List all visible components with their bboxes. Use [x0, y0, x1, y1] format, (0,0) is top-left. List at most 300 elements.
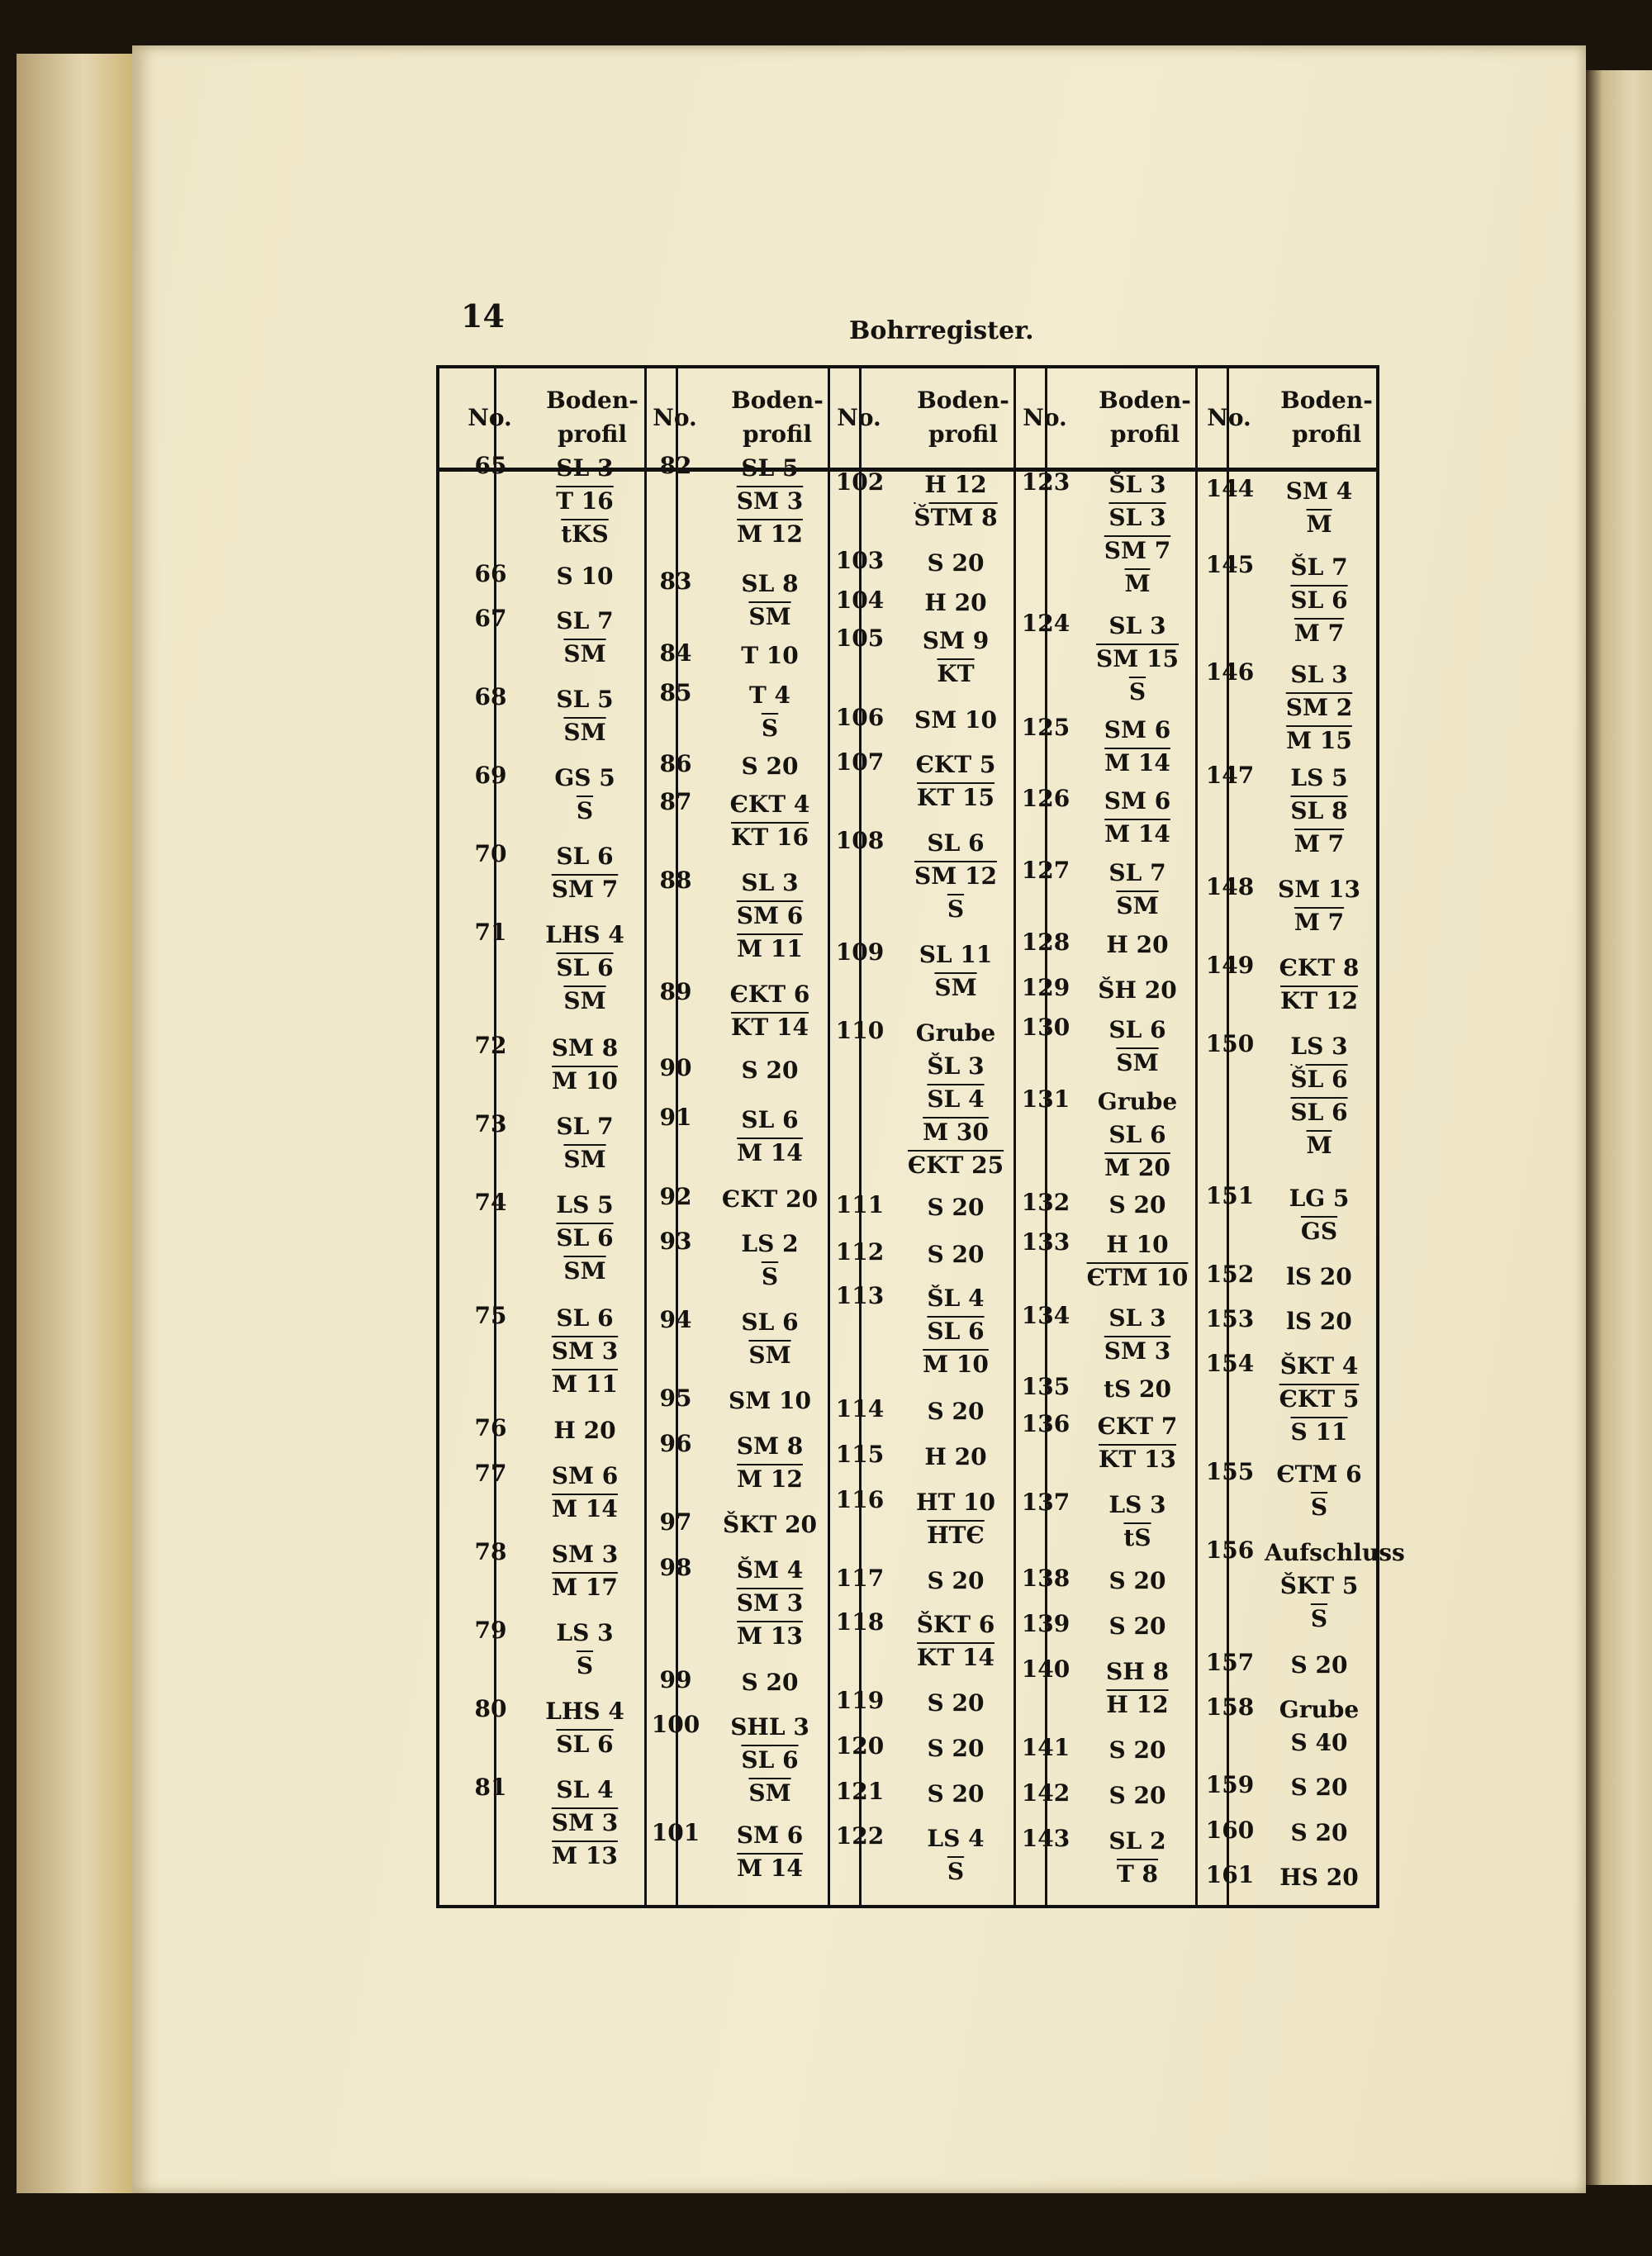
soil-profile — [530, 1032, 639, 1098]
profile-layer: $\overline{S}$ — [1310, 1605, 1328, 1632]
header-bodenprofil: Boden- profil — [546, 387, 638, 448]
soil-profile — [715, 679, 824, 745]
bore-number: 123 — [1021, 468, 1070, 496]
soil-profile — [530, 1414, 639, 1447]
bore-number: 108 — [835, 827, 885, 854]
profile-layer: SL 11 — [919, 941, 993, 968]
soil-profile — [1265, 1861, 1374, 1894]
profile-layer: SL 8 — [741, 570, 799, 597]
soil-profile — [1265, 1458, 1374, 1524]
soil-profile — [1083, 1779, 1192, 1812]
bore-number: 114 — [835, 1395, 885, 1422]
bore-number: 117 — [835, 1565, 885, 1592]
bore-number: 161 — [1205, 1861, 1255, 1888]
soil-profile — [1265, 952, 1374, 1018]
bore-number: 100 — [651, 1711, 700, 1738]
soil-profile — [715, 978, 824, 1044]
profile-layer: ŠL 6 — [1290, 1066, 1348, 1093]
profile-layer: ŠL 3 — [927, 1052, 985, 1080]
profile-layer: LS 5 — [556, 1191, 614, 1218]
bore-number: 83 — [659, 568, 692, 595]
header-bodenprofil: Boden- profil — [917, 387, 1009, 448]
bore-number: 160 — [1205, 1817, 1255, 1844]
profile-layer: H 20 — [924, 1443, 987, 1470]
profile-layer: M 7 — [1294, 830, 1345, 857]
profile-layer: H 20 — [924, 589, 987, 616]
profile-layer: ЄKT 8 — [1279, 954, 1360, 981]
profile-layer: $\overline{S}$ — [947, 895, 965, 923]
header-no: No. — [653, 403, 697, 431]
profile-layer: SM 3 — [551, 1541, 619, 1568]
profile-layer: ЄKT 20 — [721, 1185, 819, 1213]
profile-layer: H 12 — [1106, 1691, 1169, 1718]
profile-layer: SM 4 — [1285, 477, 1353, 505]
profile-layer: LS 2 — [741, 1230, 799, 1257]
bore-number: 107 — [835, 748, 885, 776]
header-no: No. — [837, 403, 881, 431]
soil-profile — [1265, 1771, 1374, 1804]
profile-layer: S 11 — [1290, 1418, 1348, 1446]
profile-layer: SL 3 — [1108, 612, 1166, 639]
profile-layer: SL 6 — [1108, 1121, 1166, 1148]
bohrregister-table — [436, 365, 1405, 1908]
bore-number: 153 — [1205, 1305, 1255, 1332]
profile-layer: ŠH 20 — [1098, 976, 1177, 1004]
profile-layer: $\overline{M}$ — [1306, 1132, 1332, 1159]
profile-layer: S 20 — [1108, 1191, 1166, 1218]
soil-profile — [1083, 1489, 1192, 1555]
soil-profile — [530, 452, 639, 551]
bore-number: 70 — [474, 840, 507, 867]
bore-number: 113 — [835, 1282, 885, 1309]
column-rule — [828, 368, 830, 1905]
profile-layer: $\overline{SM}$ — [563, 719, 606, 746]
soil-profile — [715, 1306, 824, 1372]
soil-profile — [901, 1687, 1010, 1720]
soil-profile — [530, 605, 639, 671]
soil-profile — [1265, 1817, 1374, 1850]
soil-profile — [1083, 1655, 1192, 1722]
profile-layer: KT 12 — [1280, 987, 1358, 1014]
column-rule — [1014, 368, 1016, 1905]
soil-profile — [1265, 475, 1374, 541]
bore-number: 116 — [835, 1486, 885, 1513]
bore-number: 130 — [1021, 1014, 1070, 1041]
profile-layer: ЄTM 10 — [1086, 1264, 1189, 1291]
bore-number: 137 — [1021, 1489, 1070, 1516]
soil-profile — [1083, 1189, 1192, 1222]
soil-profile — [1265, 1261, 1374, 1294]
soil-profile — [1083, 974, 1192, 1007]
bore-number: 121 — [835, 1778, 885, 1805]
profile-layer: $\overline{S}$ — [761, 1263, 779, 1290]
bore-number: 119 — [835, 1687, 885, 1714]
profile-layer: SM 7 — [1104, 537, 1171, 564]
profile-layer: M 10 — [552, 1067, 618, 1095]
profile-layer: LS 3 — [556, 1619, 614, 1646]
profile-layer: $\overline{SM}$ — [563, 640, 606, 667]
profile-layer: KT 14 — [917, 1644, 995, 1671]
soil-profile — [530, 919, 639, 1018]
profile-layer: $\overline{M}$ — [1124, 570, 1151, 597]
profile-layer: $\overline{SM}$ — [1116, 1049, 1159, 1076]
profile-layer: GS 5 — [554, 764, 615, 791]
soil-profile — [715, 1819, 824, 1885]
profile-layer: LHS 4 — [545, 1698, 624, 1725]
bore-number: 140 — [1021, 1655, 1070, 1683]
profile-layer: SL 4 — [556, 1776, 614, 1803]
profile-layer: SL 3 — [1290, 661, 1348, 688]
profile-layer: SL 6 — [741, 1308, 799, 1336]
profile-layer: ЄKT 5 — [915, 751, 996, 778]
header-bodenprofil: Boden- profil — [1280, 387, 1373, 448]
soil-profile — [901, 1282, 1010, 1381]
bore-number: 89 — [659, 978, 692, 1005]
profile-layer: SL 6 — [556, 1224, 614, 1251]
bore-number: 112 — [835, 1238, 885, 1266]
profile-layer: M 7 — [1294, 620, 1345, 647]
profile-layer: SM 3 — [736, 1589, 804, 1617]
soil-profile — [901, 704, 1010, 737]
bore-number: 109 — [835, 938, 885, 966]
profile-layer: LS 3 — [1290, 1033, 1348, 1060]
soil-profile — [530, 1695, 639, 1761]
bore-number: 86 — [659, 750, 692, 777]
bore-number: 127 — [1021, 857, 1070, 884]
soil-profile — [530, 1189, 639, 1288]
bore-number: 104 — [835, 587, 885, 614]
profile-layer: SM 3 — [551, 1337, 619, 1365]
soil-profile — [901, 547, 1010, 580]
profile-layer: $\overline{SM}$ — [934, 974, 977, 1001]
bore-number: 95 — [659, 1384, 692, 1412]
bore-number: 79 — [474, 1617, 507, 1644]
soil-profile — [530, 1774, 639, 1873]
profile-layer: S 20 — [741, 1669, 799, 1696]
profile-layer: S 20 — [1108, 1612, 1166, 1640]
soil-profile — [1083, 785, 1192, 851]
bore-number: 74 — [474, 1189, 507, 1216]
bore-number: 110 — [835, 1017, 885, 1044]
soil-profile — [1083, 1228, 1192, 1294]
profile-layer: S 10 — [556, 563, 614, 590]
profile-layer: tS 20 — [1104, 1375, 1171, 1403]
profile-layer: T 16 — [556, 487, 614, 515]
soil-profile — [1083, 1085, 1192, 1185]
profile-layer: SL 5 — [741, 454, 799, 482]
profile-layer: SM 3 — [1104, 1337, 1171, 1365]
profile-layer: T 10 — [741, 642, 799, 669]
profile-layer: M 14 — [1104, 749, 1170, 777]
bore-number: 145 — [1205, 551, 1255, 578]
bore-number: 78 — [474, 1538, 507, 1565]
soil-profile — [1083, 1825, 1192, 1891]
bore-number: 76 — [474, 1414, 507, 1441]
bore-number: 122 — [835, 1822, 885, 1850]
profile-layer: LS 5 — [1290, 764, 1348, 791]
soil-profile — [715, 1384, 824, 1418]
profile-layer: $\overline{S}$ — [1128, 678, 1146, 705]
profile-layer: S 20 — [1108, 1567, 1166, 1594]
soil-profile — [901, 1441, 1010, 1474]
profile-layer: S 20 — [1108, 1782, 1166, 1809]
profile-layer: Aufschluss — [1265, 1539, 1405, 1566]
header-no: No. — [1023, 403, 1067, 431]
profile-layer: ŠL 7 — [1290, 553, 1348, 581]
bore-number: 94 — [659, 1306, 692, 1333]
bore-number: 102 — [835, 468, 885, 496]
profile-layer: ŠKT 4 — [1279, 1352, 1359, 1380]
soil-profile — [715, 1554, 824, 1653]
soil-profile — [901, 1191, 1010, 1224]
profile-layer: SM 8 — [551, 1034, 619, 1062]
profile-layer: $\overline{SM}$ — [1116, 892, 1159, 919]
soil-profile — [901, 1608, 1010, 1674]
soil-profile — [715, 1054, 824, 1087]
profile-layer: LHS 4 — [545, 921, 624, 948]
profile-layer: SL 6 — [927, 829, 985, 857]
profile-layer: SL 3 — [556, 454, 614, 482]
bore-number: 129 — [1021, 974, 1070, 1001]
profile-layer: SM 8 — [736, 1432, 804, 1460]
profile-layer: M 7 — [1294, 909, 1345, 936]
profile-layer: $\overline{GS}$ — [1300, 1218, 1338, 1245]
profile-layer: SM 7 — [551, 876, 619, 903]
profile-layer: $\overline{SM}$ — [748, 1342, 791, 1369]
soil-profile — [715, 1508, 824, 1541]
profile-layer: SM 10 — [729, 1387, 811, 1414]
profile-layer: SM 2 — [1285, 694, 1353, 721]
profile-layer: M 11 — [737, 935, 803, 962]
soil-profile — [901, 625, 1010, 691]
profile-layer: $\overline{KT}$ — [937, 660, 975, 687]
profile-layer: $\overline{S}$ — [1310, 1494, 1328, 1521]
bore-number: 65 — [474, 452, 507, 479]
soil-profile — [1083, 714, 1192, 780]
profile-layer: $\overline{M}$ — [1306, 511, 1332, 538]
profile-layer: M 13 — [552, 1842, 618, 1869]
soil-profile — [715, 867, 824, 966]
profile-layer: S 20 — [927, 1398, 985, 1425]
profile-layer: H 12 — [924, 471, 987, 498]
bore-number: 111 — [835, 1191, 885, 1218]
page-number: 14 — [461, 297, 505, 335]
soil-profile — [1083, 1734, 1192, 1767]
profile-layer: M 11 — [552, 1370, 618, 1398]
profile-layer: LS 3 — [1108, 1491, 1166, 1518]
soil-profile — [530, 560, 639, 593]
profile-layer: lS 20 — [1286, 1263, 1352, 1290]
soil-profile — [1265, 873, 1374, 939]
profile-layer: S 20 — [741, 1057, 799, 1084]
profile-layer: ŠL 4 — [927, 1285, 985, 1312]
profile-layer: S 20 — [927, 1567, 985, 1594]
profile-layer: SL 3 — [1108, 504, 1166, 531]
profile-layer: H 20 — [1106, 931, 1169, 958]
soil-profile — [530, 840, 639, 906]
bore-number: 138 — [1021, 1565, 1070, 1592]
profile-layer: HTЄ — [927, 1522, 985, 1549]
profile-layer: SL 5 — [556, 686, 614, 713]
bore-number: 75 — [474, 1302, 507, 1329]
bore-number: 151 — [1205, 1182, 1255, 1209]
soil-profile — [901, 1778, 1010, 1811]
profile-layer: SL 2 — [1108, 1827, 1166, 1855]
profile-layer: SL 6 — [1290, 587, 1348, 614]
profile-layer: H 20 — [553, 1417, 616, 1444]
profile-layer: KT 15 — [917, 784, 995, 811]
bore-number: 136 — [1021, 1410, 1070, 1437]
profile-layer: S 20 — [1290, 1651, 1348, 1679]
soil-profile — [901, 1822, 1010, 1888]
profile-layer: LG 5 — [1289, 1185, 1350, 1212]
profile-layer: S 20 — [927, 1194, 985, 1221]
bore-number: 159 — [1205, 1771, 1255, 1798]
profile-layer: ŠM 4 — [736, 1556, 804, 1584]
bore-number: 92 — [659, 1183, 692, 1210]
profile-layer: SL 6 — [1290, 1099, 1348, 1126]
bore-number: 88 — [659, 867, 692, 894]
profile-layer: SM 3 — [551, 1809, 619, 1836]
bore-number: 81 — [474, 1774, 507, 1801]
profile-layer: S 20 — [927, 1689, 985, 1717]
bore-number: 93 — [659, 1228, 692, 1255]
soil-profile — [715, 568, 824, 634]
soil-profile — [1083, 1014, 1192, 1080]
soil-profile — [901, 1565, 1010, 1598]
profile-layer: SM 6 — [736, 902, 804, 929]
bore-number: 105 — [835, 625, 885, 652]
bore-number: 146 — [1205, 658, 1255, 686]
soil-profile — [530, 683, 639, 749]
soil-profile — [901, 938, 1010, 1005]
profile-layer: $\overline{SM}$ — [563, 1257, 606, 1285]
profile-layer: SM 6 — [736, 1821, 804, 1849]
profile-layer: M 10 — [923, 1351, 989, 1378]
profile-layer: ŠKT 6 — [916, 1611, 995, 1638]
soil-profile — [530, 1460, 639, 1526]
soil-profile — [901, 1017, 1010, 1182]
profile-layer: SM 9 — [922, 627, 990, 654]
profile-layer: ŠKT 5 — [1279, 1572, 1359, 1599]
bore-number: 120 — [835, 1732, 885, 1760]
profile-layer: M 20 — [1104, 1154, 1170, 1181]
profile-layer: S 20 — [927, 1780, 985, 1807]
profile-layer: S 20 — [927, 1735, 985, 1762]
bore-number: 149 — [1205, 952, 1255, 979]
profile-layer: ŠL 3 — [1108, 471, 1166, 498]
bore-number: 132 — [1021, 1189, 1070, 1216]
soil-profile — [1083, 1373, 1192, 1406]
header-bodenprofil: Boden- profil — [731, 387, 824, 448]
bore-number: 135 — [1021, 1373, 1070, 1400]
soil-profile — [1083, 468, 1192, 601]
soil-profile — [901, 827, 1010, 926]
soil-profile — [1265, 1649, 1374, 1682]
profile-layer: $\overline{SM}$ — [748, 1779, 791, 1807]
profile-layer: S 20 — [1290, 1819, 1348, 1846]
bore-number: 152 — [1205, 1261, 1255, 1288]
soil-profile — [901, 748, 1010, 815]
profile-layer: SL 6 — [556, 1731, 614, 1758]
bore-number: 144 — [1205, 475, 1255, 502]
profile-layer: SL 6 — [741, 1106, 799, 1133]
profile-layer: M 14 — [737, 1139, 803, 1166]
soil-profile — [715, 639, 824, 672]
soil-profile — [715, 788, 824, 854]
profile-layer: S 20 — [927, 549, 985, 577]
bore-number: 158 — [1205, 1693, 1255, 1721]
profile-layer: H 10 — [1106, 1231, 1169, 1258]
bore-number: 128 — [1021, 929, 1070, 956]
profile-layer: SH 8 — [1106, 1658, 1169, 1685]
profile-layer: $\overline{SM}$ — [748, 603, 791, 630]
profile-layer: SM 3 — [736, 487, 804, 515]
profile-layer: SL 6 — [741, 1746, 799, 1774]
profile-layer: SL 7 — [556, 1113, 614, 1140]
facing-page-edge — [1586, 70, 1652, 2185]
bore-number: 131 — [1021, 1085, 1070, 1113]
bore-number: 91 — [659, 1104, 692, 1131]
profile-layer: M 14 — [737, 1855, 803, 1882]
bore-number: 97 — [659, 1508, 692, 1536]
profile-layer: M 12 — [737, 1465, 803, 1493]
profile-layer: T 8 — [1116, 1860, 1159, 1888]
bore-number: 124 — [1021, 610, 1070, 637]
profile-layer: M 13 — [737, 1622, 803, 1650]
bore-number: 150 — [1205, 1030, 1255, 1057]
soil-profile — [1083, 929, 1192, 962]
soil-profile — [530, 1302, 639, 1401]
soil-profile — [1083, 1302, 1192, 1368]
profile-layer: LS 4 — [927, 1825, 985, 1852]
profile-layer: $\overline{tS}$ — [1123, 1524, 1151, 1551]
soil-profile — [1265, 762, 1374, 861]
profile-layer: S 20 — [741, 753, 799, 780]
soil-profile — [1083, 1410, 1192, 1476]
profile-layer: Grube — [1097, 1088, 1178, 1115]
soil-profile — [715, 1711, 824, 1810]
bore-number: 118 — [835, 1608, 885, 1636]
soil-profile — [1265, 551, 1374, 650]
profile-layer: SM 6 — [551, 1462, 619, 1489]
header-no: No. — [1207, 403, 1251, 431]
header-bodenprofil: Boden- profil — [1099, 387, 1191, 448]
profile-layer: $\overline{S}$ — [947, 1858, 965, 1885]
running-title: Bohrregister. — [849, 316, 1034, 345]
soil-profile — [715, 1183, 824, 1216]
profile-layer: M 30 — [923, 1119, 989, 1146]
soil-profile — [1265, 1536, 1405, 1636]
profile-layer: S 20 — [1108, 1736, 1166, 1764]
soil-profile — [715, 1104, 824, 1170]
profile-layer: S 20 — [927, 1241, 985, 1268]
profile-layer: KT 16 — [731, 824, 809, 851]
soil-profile — [715, 1430, 824, 1496]
profile-layer: SL 6 — [556, 1304, 614, 1332]
profile-layer: ЄKT 6 — [729, 981, 810, 1008]
profile-layer: $\overline{tKS}$ — [561, 520, 609, 548]
profile-layer: SM 6 — [1104, 787, 1171, 815]
soil-profile — [901, 1395, 1010, 1428]
soil-profile — [530, 1110, 639, 1176]
profile-layer: SM 6 — [1104, 716, 1171, 743]
bore-number: 84 — [659, 639, 692, 667]
soil-profile — [1265, 1182, 1374, 1248]
profile-layer: ЄKT 4 — [729, 791, 810, 818]
profile-layer: SL 3 — [741, 869, 799, 896]
profile-layer: M 14 — [1104, 820, 1170, 848]
